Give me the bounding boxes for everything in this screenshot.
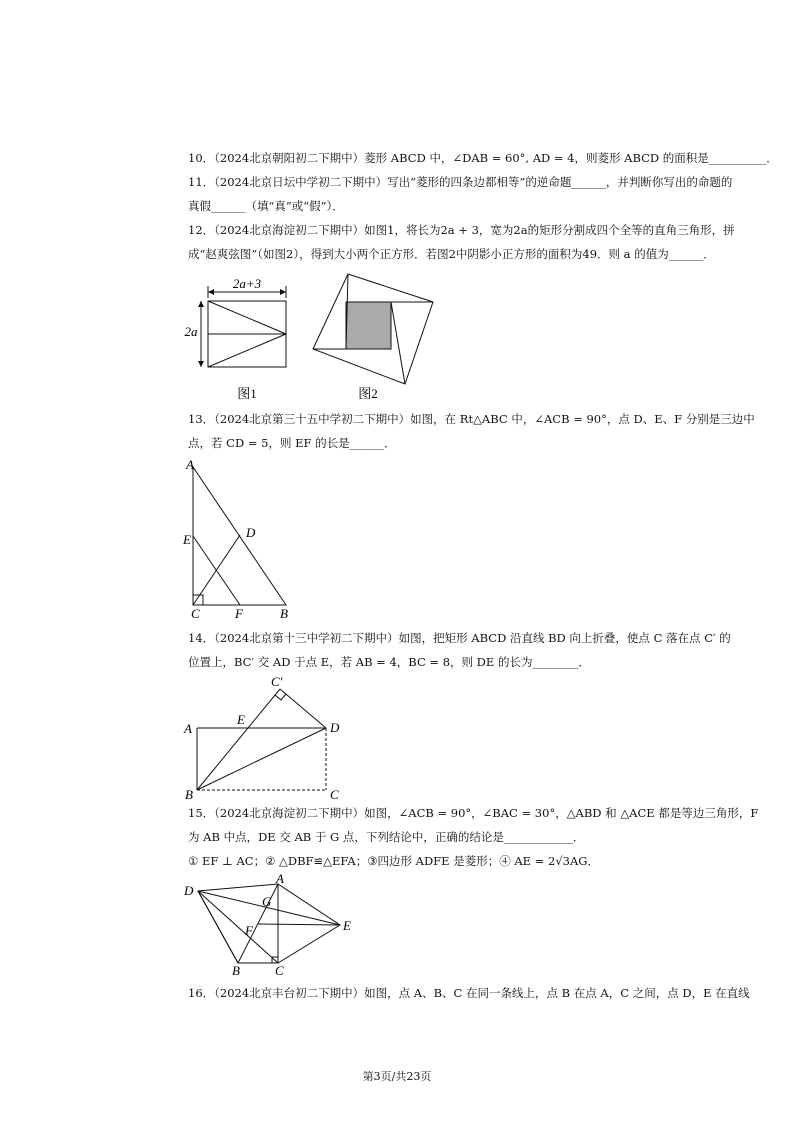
q12-fig2-caption: 图2 [358, 386, 378, 401]
q12-fig1-side-label: 2a [184, 324, 198, 339]
question-13-line-2: 点，若 CD = 5，则 EF 的长是______． [188, 436, 396, 450]
q14-label-e: E [237, 712, 245, 727]
question-12-line-1: 12．（2024北京海淀初二下期中）如图1，将长为2a + 3，宽为2a的矩形分割成四个全等的直角三角形，拼 [188, 223, 735, 237]
q13-label-e: E [183, 532, 191, 547]
q15-label-e: E [343, 918, 351, 933]
question-15-line-3: ① EF ⊥ AC；② △DBF≌△EFA；③四边形 ADFE 是菱形；④ AE = 2√3AG． [188, 854, 599, 868]
q15-label-b: B [232, 963, 240, 978]
q13-label-c: C [191, 606, 200, 621]
q12-fig1-top-label: 2a+3 [232, 276, 262, 291]
q13-label-a: A [186, 457, 194, 472]
q14-label-c: C [330, 787, 339, 801]
q13-label-f: F [235, 606, 243, 621]
question-11-line-1: 11．（2024北京日坛中学初二下期中）写出“菱形的四条边都相等”的逆命题______，并判断你写出的命题的 [188, 175, 733, 189]
question-11-line-2: 真假______（填“真”或“假”）． [188, 199, 344, 213]
question-14-line-1: 14．（2024北京第十三中学初二下期中）如图，把矩形 ABCD 沿直线 BD 向上折叠，使点 C 落在点 C′ 的 [188, 631, 731, 645]
q14-label-b: B [185, 787, 193, 801]
q15-label-g: G [262, 894, 272, 909]
q13-triangle-figure [178, 455, 298, 627]
q15-label-a: A [276, 873, 284, 886]
q14-label-d: D [330, 720, 340, 735]
q15-figure [180, 873, 360, 982]
q14-label-c-prime: C′ [271, 674, 283, 689]
q15-label-d: D [184, 883, 194, 898]
question-15-line-2: 为 AB 中点，DE 交 AB 于 G 点，下列结论中，正确的结论是____________． [188, 830, 585, 844]
question-12-line-2: 成“赵爽弦图”（如图2），得到大小两个正方形．若图2中阴影小正方形的面积为49．则 a 的值为______． [188, 247, 715, 261]
q12-figure-1 [180, 272, 300, 411]
q15-label-f: F [245, 923, 253, 938]
question-10-line-1: 10．（2024北京朝阳初二下期中）菱形 ABCD 中，∠DAB = 60°, AD = 4，则菱形 ABCD 的面积是__________． [188, 151, 778, 165]
q13-label-b: B [280, 606, 288, 621]
q12-fig1-caption: 图1 [237, 386, 257, 401]
q14-fold-figure [180, 673, 350, 805]
question-14-line-2: 位置上，BC′ 交 AD 于点 E，若 AB = 4，BC = 8，则 DE 的长为________． [188, 655, 590, 669]
q15-label-c: C [275, 963, 284, 978]
q12-figure-2 [305, 272, 440, 411]
question-16-line-1: 16．（2024北京丰台初二下期中）如图，点 A、B、C 在同一条线上，点 B 在点 A，C 之间，点 D，E 在直线 [188, 986, 750, 1000]
q14-label-a: A [184, 721, 192, 736]
q13-label-d: D [246, 525, 256, 540]
question-15-line-1: 15．（2024北京海淀初二下期中）如图，∠ACB = 90°，∠BAC = 30°，△ABD 和 △ACE 都是等边三角形，F [188, 806, 759, 820]
question-13-line-1: 13．（2024北京第三十五中学初二下期中）如图，在 Rt△ABC 中，∠ACB = 90°，点 D、E、F 分别是三边中 [188, 412, 755, 426]
page-number-footer: 第3页/共23页 [362, 1070, 432, 1083]
